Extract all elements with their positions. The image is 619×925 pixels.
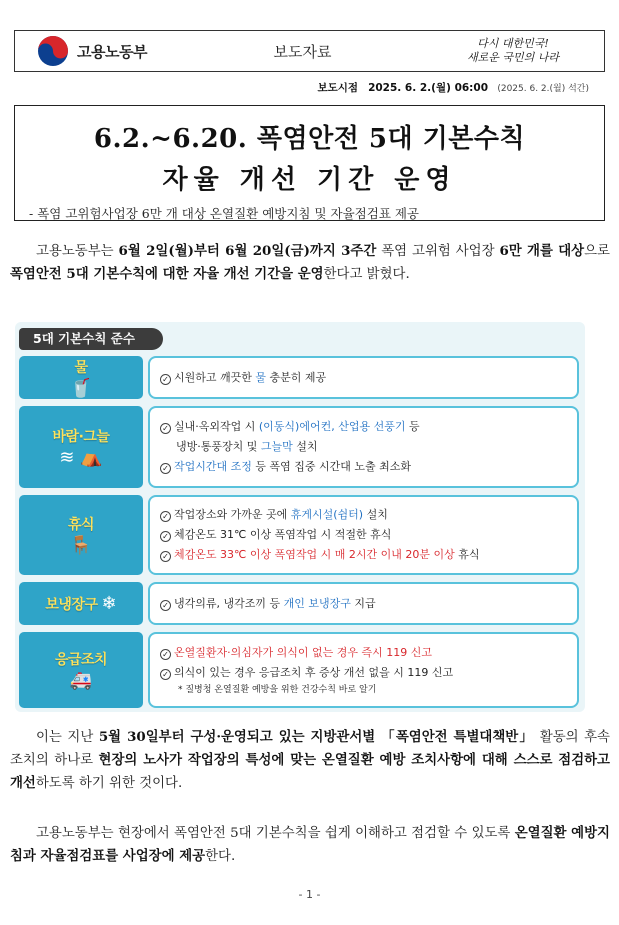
bold-text: 현장의 노사가 작업장의 특성에 맞는 온열질환 예방 조치사항에 대해 스스로 점검하고 개선 <box>10 752 610 791</box>
check-circle-icon: ✓ <box>160 463 171 474</box>
text: 설치 <box>363 508 388 521</box>
rule-content-water <box>148 356 579 399</box>
slogan-line2: 새로운 국민의 나라 <box>466 51 559 64</box>
air-conditioner-tent-icon: ≋ ⛺ <box>59 447 103 468</box>
rule-content-cooling-gear <box>148 582 579 625</box>
text: 설치 <box>292 440 318 453</box>
ambulance-icon: 🚑 <box>69 670 93 691</box>
highlight-text: 작업시간대 조정 <box>174 460 252 473</box>
note-text: * 질병청 온열질환 예방을 위한 건강수칙 바로 알기 <box>178 685 377 695</box>
text: 지급 <box>350 596 376 610</box>
doc-type-label: 보도자료 <box>273 42 332 61</box>
rule-label-wind-shade <box>19 406 143 488</box>
text: 작업장소와 가까운 곳에 <box>174 508 291 521</box>
rule-content-first-aid <box>148 632 579 708</box>
text: 실내·옥외작업 시 <box>174 420 259 433</box>
highlight-text: 그늘막 <box>260 440 293 453</box>
rule-label-text: 휴식 <box>67 517 95 533</box>
text: 냉각의류, 냉각조끼 등 <box>174 596 284 610</box>
text: 냉방·통풍장치 및 <box>176 440 261 453</box>
embargo-datetime: 2025. 6. 2.(월) 06:00 <box>368 82 488 94</box>
highlight-text: (이동식)에어컨, 산업용 선풍기 <box>258 420 406 433</box>
text: 고용노동부는 현장에서 폭염안전 5대 기본수칙을 쉽게 이해하고 점검할 수 있도록 <box>36 826 515 841</box>
text: 시원하고 깨끗한 <box>174 370 256 384</box>
five-rules-infographic <box>15 322 585 712</box>
rule-content-rest <box>148 495 579 575</box>
rule-label-text: 보냉장구 <box>45 596 98 613</box>
embargo-note: (2025. 6. 2.(월) 석간) <box>497 84 589 94</box>
rule-label-text: 응급조치 <box>54 652 108 668</box>
rule-row-cooling-gear <box>19 582 579 625</box>
bold-text: 6만 개를 대상 <box>499 243 585 259</box>
check-circle-icon: ✓ <box>160 374 171 385</box>
check-circle-icon: ✓ <box>160 511 171 522</box>
highlight-text: 휴게시설(쉼터) <box>290 508 364 521</box>
slogan <box>434 37 604 65</box>
rule-row-water <box>19 356 579 399</box>
highlight-text: 개인 보냉장구 <box>283 596 351 610</box>
taegeuk-emblem-icon <box>37 35 69 67</box>
rule-row-wind-shade <box>19 406 579 488</box>
highlight-text: 물 <box>255 370 267 384</box>
page-number: - 1 - <box>298 888 321 901</box>
text: 체감온도 31℃ 이상 폭염작업 시 적절한 휴식 <box>174 528 392 541</box>
ministry-logo <box>15 35 211 67</box>
text: 등 폭염 집중 시간대 노출 최소화 <box>251 460 412 473</box>
text: 휴식 <box>454 548 480 561</box>
bold-text: 5월 30일부터 구성·운영되고 있는 지방관서별 「폭염안전 특별대책반」 <box>98 729 535 745</box>
title-line1: 6.2.~6.20. 폭염안전 5대 기본수칙 <box>93 124 526 154</box>
embargo-time <box>317 80 589 95</box>
embargo-label: 보도시점 <box>317 82 359 94</box>
rule-label-rest <box>19 495 143 575</box>
text: 의식이 있는 경우 응급조치 후 증상 개선 없을 시 119 신고 <box>174 666 454 679</box>
check-circle-icon: ✓ <box>160 669 171 680</box>
rule-content-wind-shade <box>148 406 579 488</box>
check-circle-icon: ✓ <box>160 600 171 611</box>
rule-row-rest <box>19 495 579 575</box>
water-bottle-icon: 🥤 <box>69 377 93 399</box>
rule-label-cooling-gear <box>19 582 143 625</box>
highlight-text: 체감온도 33℃ 이상 폭염작업 시 매 2시간 이내 20분 이상 <box>174 548 455 561</box>
bold-text: 온열질환 예방지침과 자율점검표를 사업장에 제공 <box>10 825 610 864</box>
paragraph-intro <box>10 240 610 286</box>
text: 한다고 밝혔다. <box>323 267 410 282</box>
subtitle: - 폭염 고위험사업장 6만 개 대상 온열질환 예방지침 및 자율점검표 제공 <box>29 206 420 221</box>
text: 이는 지난 <box>36 730 99 745</box>
check-circle-icon: ✓ <box>160 649 171 660</box>
text: 으로 <box>584 244 610 259</box>
paragraph-provision <box>10 822 610 868</box>
resting-person-icon: 🪑 <box>69 535 93 556</box>
rule-label-text: 물 <box>74 359 88 376</box>
text: 충분히 제공 <box>266 370 327 384</box>
bold-text: 폭염안전 5대 기본수칙에 대한 자율 개선 기간을 운영 <box>10 266 324 282</box>
cooling-gear-icon: ❄ <box>101 592 117 614</box>
check-circle-icon: ✓ <box>160 531 171 542</box>
check-circle-icon: ✓ <box>160 423 171 434</box>
title-box <box>14 105 605 221</box>
text: 폭염 고위험 사업장 <box>376 244 500 259</box>
highlight-text: 온열질환자·의심자가 <box>174 646 277 659</box>
highlight-text: 의식이 없는 경우 즉시 119 신고 <box>276 646 433 659</box>
title-line2: 자율 개선 기간 운영 <box>162 165 457 195</box>
rule-label-water <box>19 356 143 399</box>
paragraph-background <box>10 726 610 795</box>
ministry-name: 고용노동부 <box>77 42 147 61</box>
text: 고용노동부는 <box>36 244 119 259</box>
bold-text: 6월 2일(월)부터 6월 20일(금)까지 3주간 <box>118 243 377 259</box>
rule-label-text: 바람·그늘 <box>52 429 110 445</box>
text: 등 <box>405 420 420 433</box>
document-header <box>14 30 605 72</box>
text: 한다. <box>205 849 236 864</box>
check-circle-icon: ✓ <box>160 551 171 562</box>
rule-row-first-aid <box>19 632 579 708</box>
slogan-line1: 다시 대한민국! <box>477 37 549 50</box>
rule-label-first-aid <box>19 632 143 708</box>
infographic-title: 5대 기본수칙 준수 <box>19 328 163 350</box>
text: 활동의 후속 조치의 하나로 <box>10 730 610 768</box>
text: 하도록 하기 위한 것이다. <box>35 776 183 791</box>
